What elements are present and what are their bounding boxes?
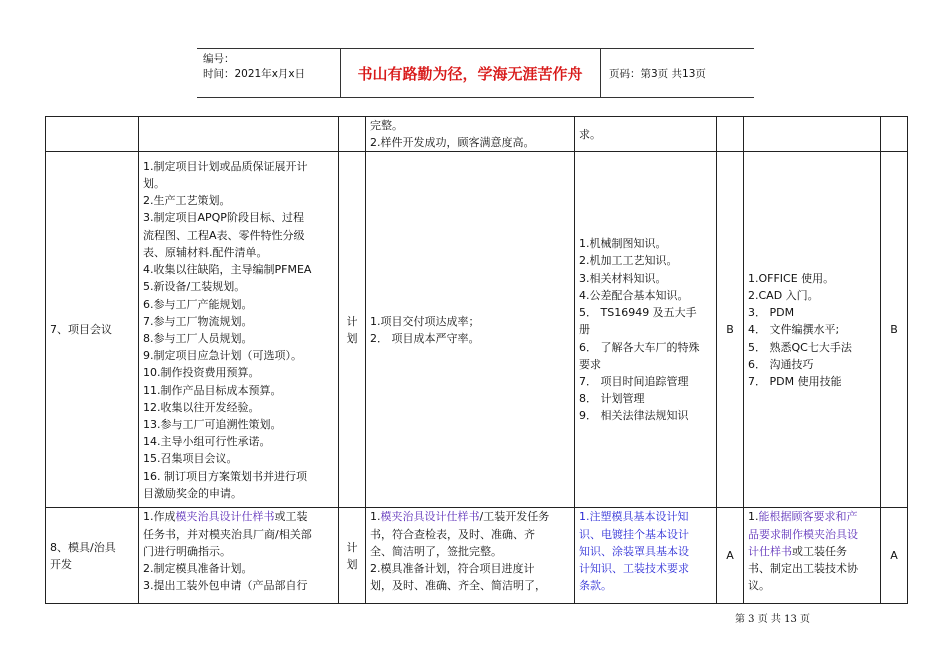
cell-goals: [366, 152, 575, 508]
cell-skills: [744, 508, 881, 604]
skill-text: 1.: [748, 510, 759, 524]
task-text: 1.作成: [143, 510, 176, 524]
goal-line: 1.项目交付项达成率；: [370, 314, 480, 328]
type-char: 计: [346, 540, 358, 554]
cell-level: B: [881, 152, 908, 508]
knowledge-line: 8． 计划管理: [579, 392, 645, 406]
knowledge-line: 1.注塑模具基本设计知: [579, 510, 689, 524]
motto-text: 书山有路勤为径，学海无涯苦作舟: [357, 65, 583, 83]
task-line: 3.提出工装外包申请（产品部自行: [143, 579, 308, 593]
task-line: 流程图、工程A表、零件特性分级: [143, 228, 305, 242]
cell-type: [339, 152, 366, 508]
task-line: 10.制作投资费用预算。: [143, 366, 260, 380]
goal-line: 完整。: [370, 119, 403, 132]
task-line: 11.制作产品目标成本预算。: [143, 383, 282, 397]
item-line: 8、模具/治具: [50, 540, 116, 554]
skill-line: 6． 沟通技巧: [748, 357, 814, 371]
doc-time-label: 时间：2021年x月x日: [203, 68, 306, 80]
table-row-mold-development: [46, 508, 908, 604]
skill-line: 议。: [748, 579, 770, 593]
header-motto-cell: [340, 49, 601, 97]
cell-level: A: [881, 508, 908, 604]
knowledge-line: 要求: [579, 357, 601, 371]
knowledge-line: 4.公差配合基本知识。: [579, 288, 689, 302]
goal-line: 2.模具准备计划，符合项目进度计: [370, 562, 535, 576]
knowledge-line: 识、电镀挂个基本设计: [579, 527, 689, 541]
cell-goals: [366, 508, 575, 604]
task-line: 划。: [143, 177, 165, 191]
skill-line: 书、制定出工装技术协: [748, 562, 858, 576]
knowledge-line: 6． 了解各大车厂的特殊: [579, 340, 700, 354]
goal-line: 2． 项目成本严守率。: [370, 331, 480, 345]
task-line: 表、原辅材料.配件清单。: [143, 245, 268, 259]
cell-knowledge: [575, 117, 717, 152]
knowledge-line: 计知识、工装技术要求: [579, 562, 689, 576]
skill-line: 品要求制作模夹治具设: [748, 527, 858, 541]
goal-line: [370, 508, 570, 525]
task-line: 15.召集项目会议。: [143, 452, 238, 466]
type-char: 划: [346, 557, 358, 571]
knowledge-line: 知识、涂装罩具基本设: [579, 544, 689, 558]
spec-link[interactable]: 模夹治具设计仕样书: [380, 510, 480, 524]
task-line: 8.参与工厂人员规划。: [143, 331, 253, 345]
goal-line: 全、简洁明了，签批完整。: [370, 544, 502, 558]
knowledge-line: 1.机械制图知识。: [579, 237, 667, 251]
task-line: 2.生产工艺策划。: [143, 194, 231, 208]
task-line: 目激励奖金的申请。: [143, 486, 242, 500]
knowledge-line: 条款。: [579, 579, 612, 593]
cell-knowledge: [575, 152, 717, 508]
table-row-continued: [46, 117, 908, 152]
cell-type: [339, 508, 366, 604]
task-line: 1.制定项目计划或品质保证展开计: [143, 159, 308, 173]
task-line: 12.收集以往开发经验。: [143, 400, 260, 414]
cell-level: [717, 117, 744, 152]
task-text: 或工装: [274, 510, 308, 524]
task-line: 门进行明确指示。: [143, 544, 231, 558]
skill-line: 2.CAD 入门。: [748, 288, 819, 302]
cell-item: [46, 117, 139, 152]
knowledge-line: 2.机加工工艺知识。: [579, 254, 678, 268]
goal-text: /工装开发任务: [479, 510, 550, 524]
cell-skills: [744, 117, 881, 152]
knowledge-line: 求。: [579, 127, 601, 141]
knowledge-line: 5． TS16949 及五大手: [579, 306, 697, 320]
goal-text: 1.: [370, 510, 381, 524]
cell-item: [46, 508, 139, 604]
task-line: 13.参与工厂可追溯性策划。: [143, 417, 282, 431]
doc-number-label: 编号：: [203, 53, 235, 65]
cell-item: 7、项目会议: [46, 152, 139, 508]
skill-line: 1.OFFICE 使用。: [748, 271, 835, 285]
skill-link[interactable]: 能根据顾客要求和产: [758, 510, 858, 524]
page-number-label: 页码：第3页 共13页: [609, 68, 706, 80]
cell-tasks: [139, 152, 339, 508]
spec-link[interactable]: 模夹治具设计仕样书: [175, 510, 275, 524]
cell-tasks: [139, 117, 339, 152]
knowledge-line: 9． 相关法律法规知识: [579, 409, 689, 423]
task-line: [143, 508, 334, 525]
skill-text: 或工装任务: [792, 544, 847, 558]
page-header: [197, 48, 754, 98]
task-line: 3.制定项目APQP阶段目标、过程: [143, 211, 304, 225]
task-line: 4.收集以往缺陷，主导编制PFMEA: [143, 263, 312, 277]
task-line: 14.主导小组可行性承诺。: [143, 435, 271, 449]
type-char: 计: [346, 314, 358, 328]
knowledge-line: 7． 项目时间追踪管理: [579, 374, 689, 388]
task-line: 16. 制订项目方案策划书并进行项: [143, 469, 307, 483]
knowledge-line: 册: [579, 323, 590, 337]
cell-level: B: [717, 152, 744, 508]
skill-line: 5． 熟悉QC七大手法: [748, 340, 852, 354]
header-page-cell: [601, 49, 754, 97]
cell-type: [339, 117, 366, 152]
cell-level: A: [717, 508, 744, 604]
skill-line: 3． PDM: [748, 306, 795, 320]
page-footer: 第 3 页 共 13 页: [735, 614, 810, 625]
cell-knowledge: [575, 508, 717, 604]
cell-level: [881, 117, 908, 152]
task-line: 任务书，并对模夹治具厂商/相关部: [143, 527, 312, 541]
cell-tasks: [139, 508, 339, 604]
goal-line: 划，及时、准确、齐全、简洁明了，: [370, 579, 546, 593]
task-line: 5.新设备/工装规划。: [143, 280, 246, 294]
cell-skills: [744, 152, 881, 508]
table-row-project-meeting: [46, 152, 908, 508]
item-line: 开发: [50, 557, 72, 571]
cell-goals: [366, 117, 575, 152]
goal-line: 书，符合查检表，及时、准确、齐: [370, 527, 535, 541]
task-line: 6.参与工厂产能规划。: [143, 297, 253, 311]
skill-link[interactable]: 计仕样书: [748, 544, 792, 558]
goal-line: 2.样件开发成功，顾客满意度高。: [370, 136, 535, 150]
skill-line: [748, 543, 876, 560]
skill-line: 7． PDM 使用技能: [748, 374, 842, 388]
knowledge-line: 3.相关材料知识。: [579, 271, 667, 285]
task-line: 7.参与工厂物流规划。: [143, 314, 253, 328]
header-meta-cell: [197, 49, 341, 97]
skill-line: 4． 文件编撰水平;: [748, 323, 840, 337]
task-line: 9.制定项目应急计划（可选项）。: [143, 349, 302, 363]
skill-line: [748, 508, 876, 525]
responsibility-table: [45, 116, 908, 604]
task-line: 2.制定模具准备计划。: [143, 562, 253, 576]
type-char: 划: [346, 331, 358, 345]
